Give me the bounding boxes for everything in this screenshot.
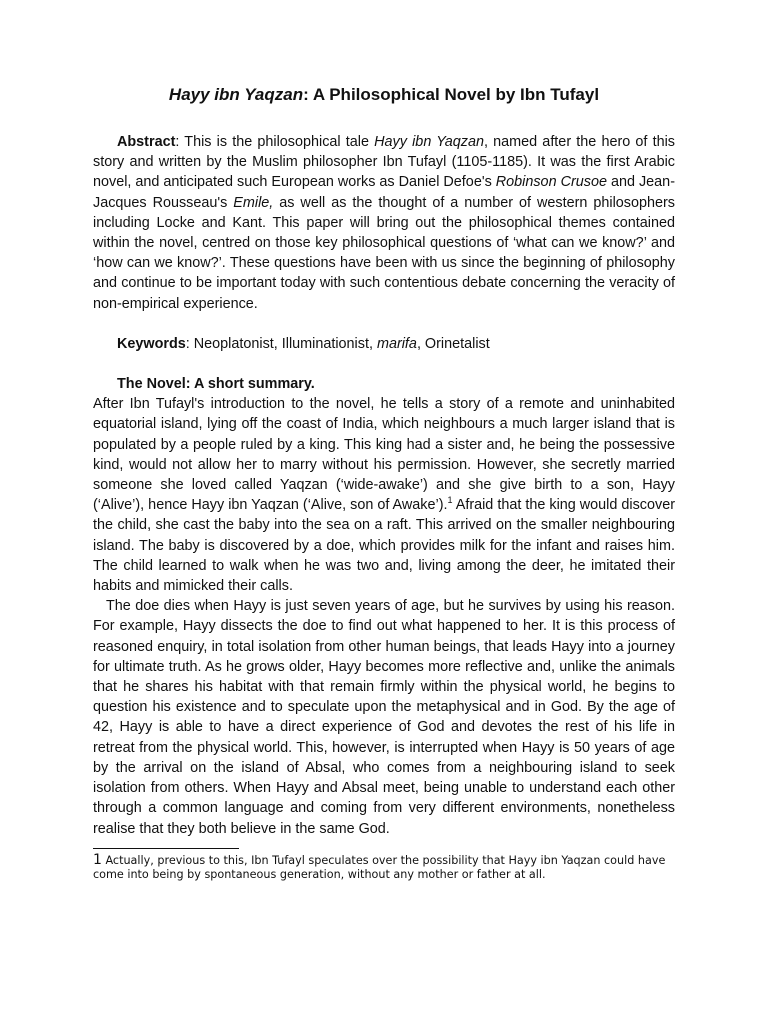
footnote-reference[interactable]: 1 xyxy=(447,495,453,506)
footnote-number: 1 xyxy=(93,851,102,868)
abstract-italic: Emile, xyxy=(233,194,274,211)
summary-paragraph-2: The doe dies when Hayy is just seven years of age, but he survives by using his reason. For example, Hayy dissects the doe to find out what happened to her. It is this process of reasoned enquiry, in total isolation from other human beings, that leads Hayy into a journey for ultimate truth. As he grows older, Hayy becomes more reflective and, unlike the animals that he shares his habitat with that remain firmly within the physical world, he begins to question his existence and to speculate upon the metaphysical and in God. By the age of 42, Hayy is able to have a direct experience of God and devotes the rest of his life in retreat from the physical world. This, however, is interrupted when Hayy is 50 years of age by the arrival on the island of Absal, who comes from a neighbouring island to seek isolation from others. When Hayy and Absal meet, being unable to understand each other through a common language and coming from very different environments, nonetheless realise that they both believe in the same God. xyxy=(93,598,675,837)
abstract-text: and Jean-Jacques Rousseau's xyxy=(93,174,675,211)
abstract-italic: Robinson Crusoe xyxy=(495,174,607,191)
keywords-label: Keywords xyxy=(117,335,186,352)
abstract-label: Abstract xyxy=(117,134,176,150)
abstract-text: , named after the hero of this story and written by the Muslim philosopher Ibn Tufayl (1105-1185). It was the first Arabic novel, and anticipated such European works as Daniel Defoe's xyxy=(93,134,675,191)
footnote-divider xyxy=(93,848,239,849)
abstract-text: : This is the philosophical tale xyxy=(175,134,375,150)
title-italic: Hayy ibn Yaqzan xyxy=(168,85,304,104)
keywords-paragraph xyxy=(93,334,675,354)
title-rest: : A Philosophical Novel by Ibn Tufayl xyxy=(303,85,600,104)
keywords-text: , Orinetalist xyxy=(416,335,490,352)
summary-text: Afraid that the king would discover the child, she cast the baby into the sea on a raft. This arrived on the smaller neighbouring island. The baby is discovered by a doe, which provides milk for the infant and raises him. The child learned to walk when he was two and, living among the deer, he imitated their habits and mimicked their calls. xyxy=(93,497,675,595)
summary-paragraph-1 xyxy=(93,394,675,596)
abstract-italic: Hayy ibn Yaqzan xyxy=(374,134,484,150)
keywords-italic: marifa xyxy=(376,335,417,352)
footnote-text: Actually, previous to this, Ibn Tufayl speculates over the possibility that Hayy ibn Yaqzan could have come into being by spontaneous generation, without any mother or father at all. xyxy=(93,853,666,882)
section-heading: The Novel: A short summary. xyxy=(117,376,315,393)
keywords-text: : Neoplatonist, Illuminationist, xyxy=(185,335,377,352)
abstract-paragraph xyxy=(93,132,675,314)
footnote xyxy=(93,853,675,883)
page-title xyxy=(93,84,675,106)
abstract-text: as well as the thought of a number of western philosophers including Locke and Kant. This paper will bring out the philosophical themes contained within the novel, centred on those key philosophical questions of ‘what can we know?’ and ‘how can we know?’. These questions have been with us since the beginning of philosophy and continue to be important today with such contentious debate concerning the veracity of non-empirical experience. xyxy=(93,194,675,312)
summary-text: After Ibn Tufayl's introduction to the novel, he tells a story of a remote and uninhabited equatorial island, lying off the coast of India, which neighbours a much larger island that is populated by a people ruled by a king. This king had a sister and, he being the possessive kind, would not allow her to marry without his permission. However, she secretly married someone she loved called Yaqzan (‘wide-awake’) and she give birth to a son, Hayy (‘Alive’), hence Hayy ibn Yaqzan (‘Alive, son of Awake’). xyxy=(93,396,675,514)
